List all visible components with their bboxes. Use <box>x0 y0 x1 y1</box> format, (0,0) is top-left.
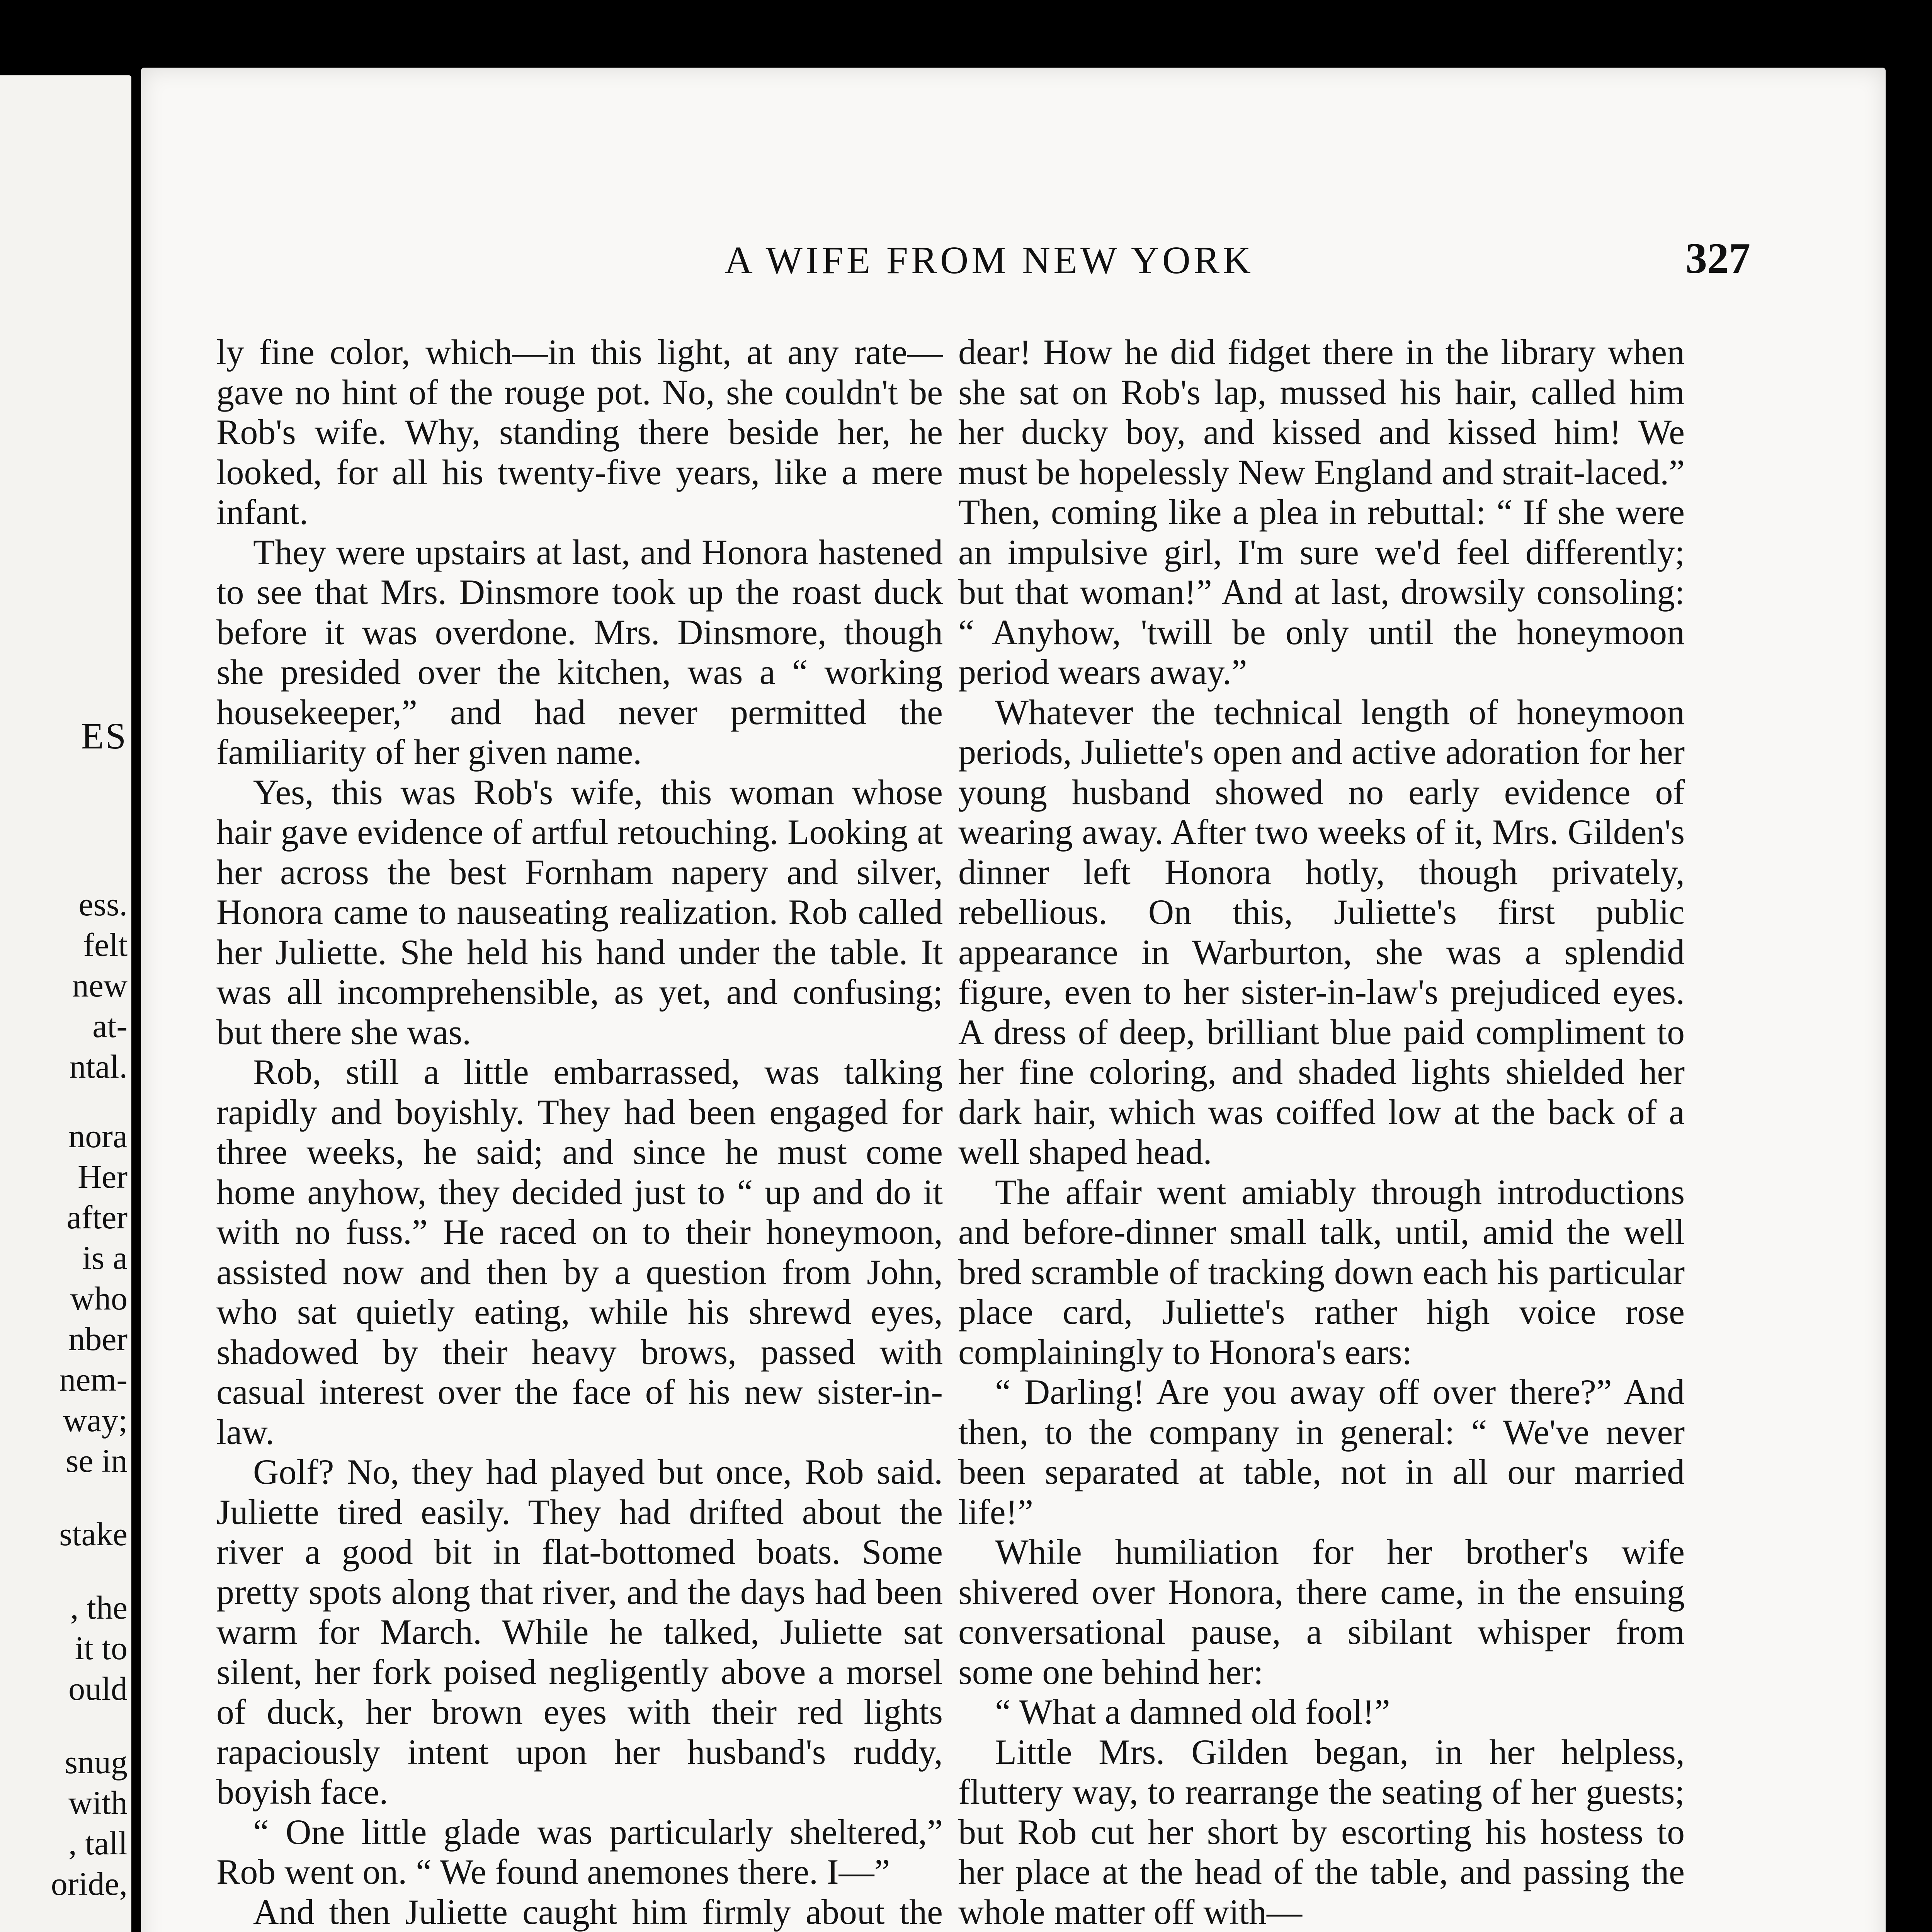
facing-page-heading-fragment: ES <box>81 715 128 757</box>
facing-page-text-fragment: , the <box>70 1589 128 1626</box>
paragraph: They were upstairs at last, and Honora hastened to see that Mrs. Dinsmore took up the roast duck before it was overdone. Mrs. Dinsmore, though she presided over the kitchen, was a “ working housekeeper,” and had never permitted the familiarity of her given name. <box>216 532 943 772</box>
facing-page-text-fragment: , tall <box>68 1825 128 1862</box>
facing-page-text-fragment: snug <box>65 1743 128 1781</box>
facing-page-text-fragment: at- <box>92 1007 128 1044</box>
facing-page-text-fragment: Her <box>78 1158 128 1195</box>
paragraph: “ What a damned old fool!” <box>995 1692 1390 1731</box>
facing-page-text-fragment: who <box>70 1280 128 1317</box>
paragraph: dear! How he did fidget there in the library when she sat on Rob's lap, mussed his hair, called him her ducky boy, and kissed and kissed him! We must be hopelessly New England and strait-laced.” Then, coming like a plea in rebuttal: “ If she were an impulsive girl, I'm sure we'd feel differently; but that woman!” And at last, drowsily consoling: “ Anyhow, 'twill be only until the honeymoon period wears away.” <box>958 332 1685 692</box>
facing-page-text-fragment: felt <box>83 926 128 963</box>
paragraph: And then Juliette caught him firmly about the <box>253 1892 943 1932</box>
paragraph: The affair went amiably through introductions and before-dinner small talk, until, amid the well bred scramble of tracking down each his particular place card, Juliette's rather high voice rose complainingly to Honora's ears: <box>958 1172 1685 1372</box>
right-column <box>958 332 1685 1932</box>
running-head: A WIFE FROM NEW YORK <box>724 238 1254 282</box>
page-number: 327 <box>1685 235 1750 282</box>
facing-page-text-fragment: with <box>68 1784 128 1821</box>
facing-page-text-fragment: way; <box>63 1401 128 1439</box>
facing-page-text-fragment: stake <box>59 1515 128 1553</box>
facing-page-text-fragment: nem- <box>59 1361 128 1398</box>
facing-page-text-fragment: new <box>72 967 128 1004</box>
paragraph: Yes, this was Rob's wife, this woman whose hair gave evidence of artful retouching. Looking at her across the best Fornham napery and silver, Honora came to nauseating realization. Rob called her Juliette. She held his hand under the table. It was all incomprehensible, as yet, and confusing; but there she was. <box>216 772 943 1052</box>
paragraph: Little Mrs. Gilden began, in her helpless, fluttery way, to rearrange the seating of her guests; but Rob cut her short by escorting his hostess to her place at the head of the table, and passing the whole matter off with— <box>958 1732 1685 1932</box>
facing-page-text-fragment: oride, <box>51 1865 128 1902</box>
facing-page-text-fragment: ould <box>68 1670 128 1707</box>
facing-page-text-fragment: it to <box>75 1629 128 1667</box>
paragraph: Golf? No, they had played but once, Rob said. Juliette tired easily. They had drifted about the river a good bit in flat-bottomed boats. Some pretty spots along that river, and the days had been warm for March. While he talked, Juliette sat silent, her fork poised negligently above a morsel of duck, her brown eyes with their red lights rapaciously intent upon her husband's ruddy, boyish face. <box>216 1452 943 1811</box>
facing-page-text-fragment: after <box>66 1199 128 1236</box>
paragraph: “ One little glade was particularly sheltered,” Rob went on. “ We found anemones there. I—” <box>216 1812 943 1891</box>
facing-page-text-fragment: ess. <box>78 886 128 923</box>
facing-page-text-fragment: nora <box>68 1117 128 1155</box>
paragraph: “ Darling! Are you away off over there?” And then, to the company in general: “ We've never been separated at table, not in all our married life!” <box>958 1372 1685 1532</box>
facing-page-edge <box>0 75 131 1932</box>
facing-page-text-fragment: se in <box>65 1442 128 1479</box>
paragraph: Rob, still a little embarrassed, was talking rapidly and boyishly. They had been engaged for three weeks, he said; and since he must come home anyhow, they decided just to “ up and do it with no fuss.” He raced on to their honeymoon, assisted now and then by a question from John, who sat quietly eating, while his shrewd eyes, shadowed by their heavy brows, passed with casual interest over the face of his new sister-in-law. <box>216 1052 943 1452</box>
paragraph: Whatever the technical length of honeymoon periods, Juliette's open and active adoration for her young husband showed no early evidence of wearing away. After two weeks of it, Mrs. Gilden's dinner left Honora hotly, though privately, rebellious. On this, Juliette's first public appearance in Warburton, she was a splendid figure, even to her sister-in-law's prejudiced eyes. A dress of deep, brilliant blue paid compliment to her fine coloring, and shaded lights shielded her dark hair, which was coiffed low at the back of a well shaped head. <box>958 692 1685 1172</box>
left-column <box>216 332 943 1932</box>
paragraph: While humiliation for her brother's wife shivered over Honora, there came, in the ensuing conversational pause, a sibilant whisper from some one behind her: <box>958 1532 1685 1692</box>
facing-page-text-fragment: nber <box>68 1320 128 1357</box>
facing-page-text-fragment: ntal. <box>69 1048 128 1085</box>
paragraph: ly fine color, which—in this light, at any rate—gave no hint of the rouge pot. No, she couldn't be Rob's wife. Why, standing there beside her, he looked, for all his twenty-five years, like a mere infant. <box>216 332 943 532</box>
facing-page-text-fragment: is a <box>82 1239 128 1276</box>
